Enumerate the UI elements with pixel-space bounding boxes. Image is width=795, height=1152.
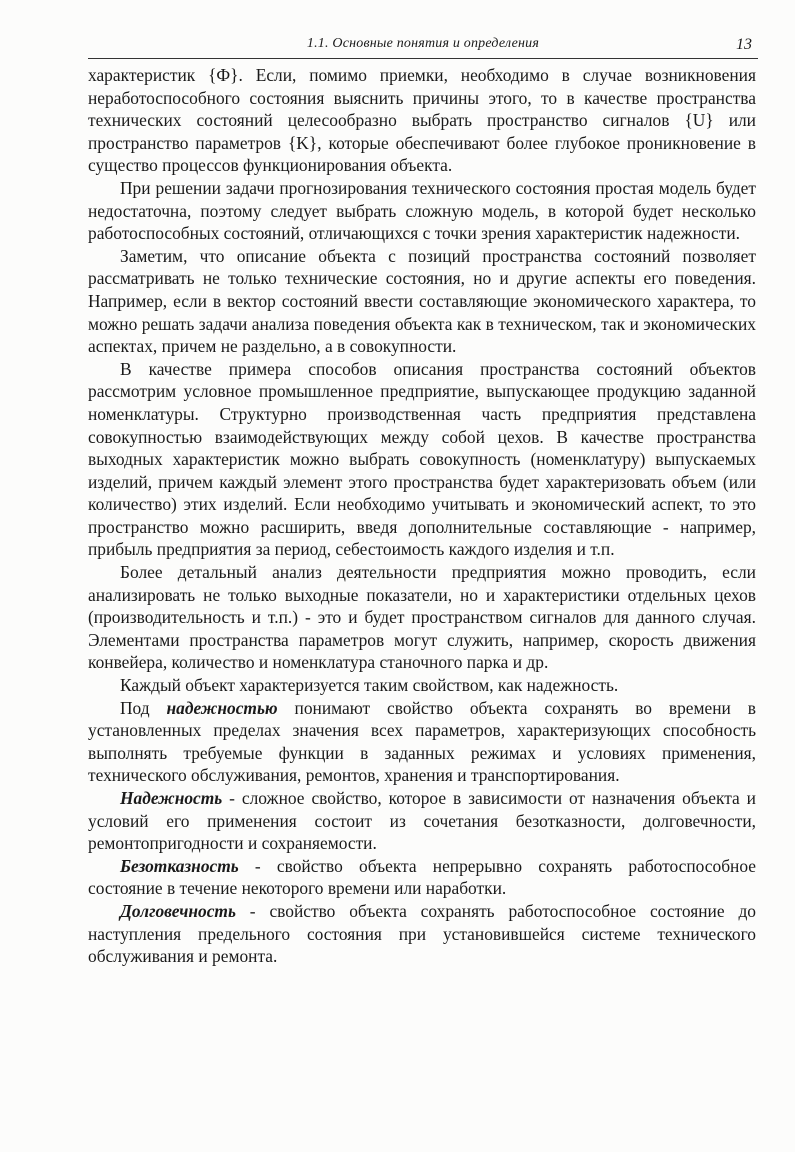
- paragraph-text: - свойство объекта непрерывно сохранять работоспособное состояние в течение некоторого времени или наработки.: [88, 855, 756, 899]
- defined-term: Долговечность: [120, 900, 236, 921]
- paragraph-text: - свойство объекта сохранять работоспособное состояние до наступления предельного состояния при установившейся системе технического обслуживания и ремонта.: [88, 900, 756, 967]
- paragraph: [88, 245, 756, 358]
- paragraph-prefix: Под: [120, 697, 167, 718]
- paragraph-text: - сложное свойство, которое в зависимости от назначения объекта и условий его применения состоит из сочетания безотказности, долговечности, ремонтопригодности и сохраняемости.: [88, 788, 756, 854]
- paragraph-text: Каждый объект характеризуется таким свойством, как надежность.: [120, 675, 619, 696]
- paragraph-text: В качестве примера способов описания пространства состояний объектов рассмотрим условное промышленное предприятие, выпускающее продукцию заданной номенклатуры. Структурно производственная часть предприятия представлена совокупностью взаимодействующих между собой цехов. В качестве пространства выходных характеристик можно выбрать совокупность (номенклатуру) выпускаемых изделий, причем каждый элемент этого пространства будет характеризовать объем (или количество) этих изделий. Если необходимо учитывать и экономический аспект, то это пространство можно расширить, введя дополнительные составляющие - например, прибыль предприятия за период, себестоимость каждого изделия и т.п.: [88, 358, 756, 560]
- paragraph-text: понимают свойство объекта сохранять во времени в установленных пределах значения всех параметров, характеризующих способность выполнять требуемые функции в заданных режимах и условиях применения, технического обслуживания, ремонтов, хранения и транспортирования.: [88, 697, 756, 786]
- paragraph-text: Более детальный анализ деятельности предприятия можно проводить, если анализировать не только выходные показатели, но и характеристики отдельных цехов (производительность и т.п.) - это и будет пространством сигналов для данного случая. Элементами пространства параметров могут служить, например, скорость движения конвейера, количество и номенклатура станочного парка и др.: [88, 562, 756, 673]
- defined-term: Надежность: [120, 788, 223, 808]
- paragraph-continuation: [88, 64, 756, 177]
- definition-reliability: [88, 787, 756, 855]
- paragraph-text: характеристик {Ф}. Если, помимо приемки, необходимо в случае возникновения неработоспособного состояния выяснить причины этого, то в качестве пространства технических состояний целесообразно выбрать пространство сигналов {U} или пространство параметров {K}, которые обеспечивают более глубокое проникновение в существо процессов функционирования объекта.: [88, 65, 756, 176]
- definition-failure-free: [88, 855, 756, 900]
- body-text: [88, 64, 756, 968]
- definition-reliability-intro: [88, 697, 756, 787]
- definition-durability: [88, 900, 756, 968]
- paragraph: [88, 177, 756, 245]
- paragraph: [88, 358, 756, 561]
- defined-term: надежностью: [166, 697, 278, 718]
- paragraph: [88, 674, 756, 697]
- paragraph-text: Заметим, что описание объекта с позиций пространства состояний позволяет рассматривать не только технические состояния, но и другие аспекты его поведения. Например, если в вектор состояний ввести составляющие экономического характера, то можно решать задачи анализа поведения объекта как в техническом, так и экономических аспектах, причем не раздельно, а в совокупности.: [88, 245, 756, 357]
- running-title: 1.1. Основные понятия и определения: [306, 36, 540, 51]
- defined-term: Безотказность: [120, 855, 239, 876]
- paragraph: [88, 561, 756, 674]
- running-header: [88, 30, 758, 59]
- page-number: 13: [736, 36, 752, 53]
- paragraph-text: При решении задачи прогнозирования технического состояния простая модель будет недостаточна, поэтому следует выбрать сложную модель, в которой будет несколько работоспособных состояний, отличающихся с точки зрения характеристик надежности.: [88, 177, 756, 244]
